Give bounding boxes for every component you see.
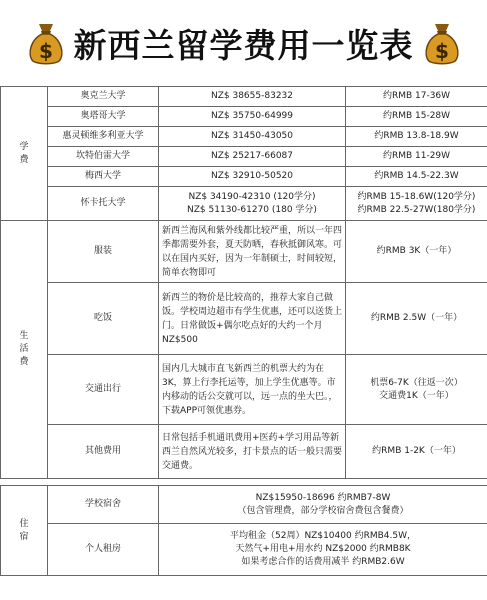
table-row [1,147,487,167]
section-label-living: 生 活 费 [1,221,48,479]
money-bag-icon [26,20,66,66]
expense-name: 吃饭 [48,283,159,355]
table-row [1,425,487,479]
housing-name: 个人租房 [48,524,159,576]
university-name: 梅西大学 [48,167,159,187]
tuition-nzd: NZ$ 34190-42310 (120学分) NZ$ 51130-61270 (180 学分) [159,187,346,221]
cost-table [0,86,487,576]
table-row [1,221,487,283]
tuition-nzd: NZ$ 32910-50520 [159,167,346,187]
expense-description: 国内几大城市直飞新西兰的机票大约为在3K，算上行李托运等，加上学生优惠等。市内移动的话公交就可以，远一点的坐大巴。，下载APP可领优惠券。 [159,355,346,425]
university-name: 奥塔哥大学 [48,107,159,127]
svg-text:$: $ [434,39,449,63]
tuition-nzd: NZ$ 31450-43050 [159,127,346,147]
university-name: 怀卡托大学 [48,187,159,221]
tuition-rmb: 约RMB 14.5-22.3W [346,167,487,187]
table-row [1,283,487,355]
table-row [1,107,487,127]
housing-info: 平均租金（52周）NZ$10400 约RMB4.5W， 天然气+用电+用水约 NZ$2000 约RMB8K 如果考虑合作的话费用减半 约RMB2.6W [159,524,487,576]
table-row [1,187,487,221]
university-name: 坎特伯雷大学 [48,147,159,167]
tuition-nzd: NZ$ 38655-83232 [159,87,346,107]
table-row [1,486,487,524]
tuition-rmb: 约RMB 15-28W [346,107,487,127]
money-bag-icon [422,20,462,66]
expense-name: 其他费用 [48,425,159,479]
table-row [1,167,487,187]
table-row [1,87,487,107]
expense-name: 服装 [48,221,159,283]
expense-description: 新西兰的物价是比较高的，推荐大家自己做饭。学校周边超市有学生优惠，还可以送货上门。日常做饭+偶尔吃点好的大约一个月NZ$500 [159,283,346,355]
expense-name: 交通出行 [48,355,159,425]
university-name: 奥克兰大学 [48,87,159,107]
header [0,0,487,86]
table-row [1,524,487,576]
housing-name: 学校宿舍 [48,486,159,524]
section-label-housing: 住 宿 [1,486,48,576]
expense-rmb: 机票6-7K（往返一次） 交通费1K（一年） [346,355,487,425]
expense-rmb: 约RMB 2.5W（一年） [346,283,487,355]
tuition-rmb: 约RMB 15-18.6W(120学分) 约RMB 22.5-27W(180学分) [346,187,487,221]
tuition-rmb: 约RMB 11-29W [346,147,487,167]
page-title: 新西兰留学费用一览表 [73,25,414,65]
tuition-rmb: 约RMB 13.8-18.9W [346,127,487,147]
svg-text:$: $ [38,39,53,63]
table-row [1,127,487,147]
university-name: 惠灵顿维多利亚大学 [48,127,159,147]
expense-rmb: 约RMB 3K（一年） [346,221,487,283]
housing-info: NZ$15950-18696 约RMB7-8W （包含管理费，部分学校宿舍费包含餐费） [159,486,487,524]
tuition-rmb: 约RMB 17-36W [346,87,487,107]
tuition-nzd: NZ$ 25217-66087 [159,147,346,167]
tuition-nzd: NZ$ 35750-64999 [159,107,346,127]
expense-description: 日常包括手机通讯费用+医药+学习用品等新西兰自然风光较多，打卡景点的话一般只需要交通费。 [159,425,346,479]
table-row [1,355,487,425]
section-gap [1,479,487,486]
expense-rmb: 约RMB 1-2K（一年） [346,425,487,479]
expense-description: 新西兰海风和紫外线都比较严重，所以一年四季都需要外套，夏天防晒，春秋抵御风寒。可以在国内买好，因为一年制硕士，时间较短，简单衣物即可 [159,221,346,283]
section-label-tuition: 学 费 [1,87,48,221]
